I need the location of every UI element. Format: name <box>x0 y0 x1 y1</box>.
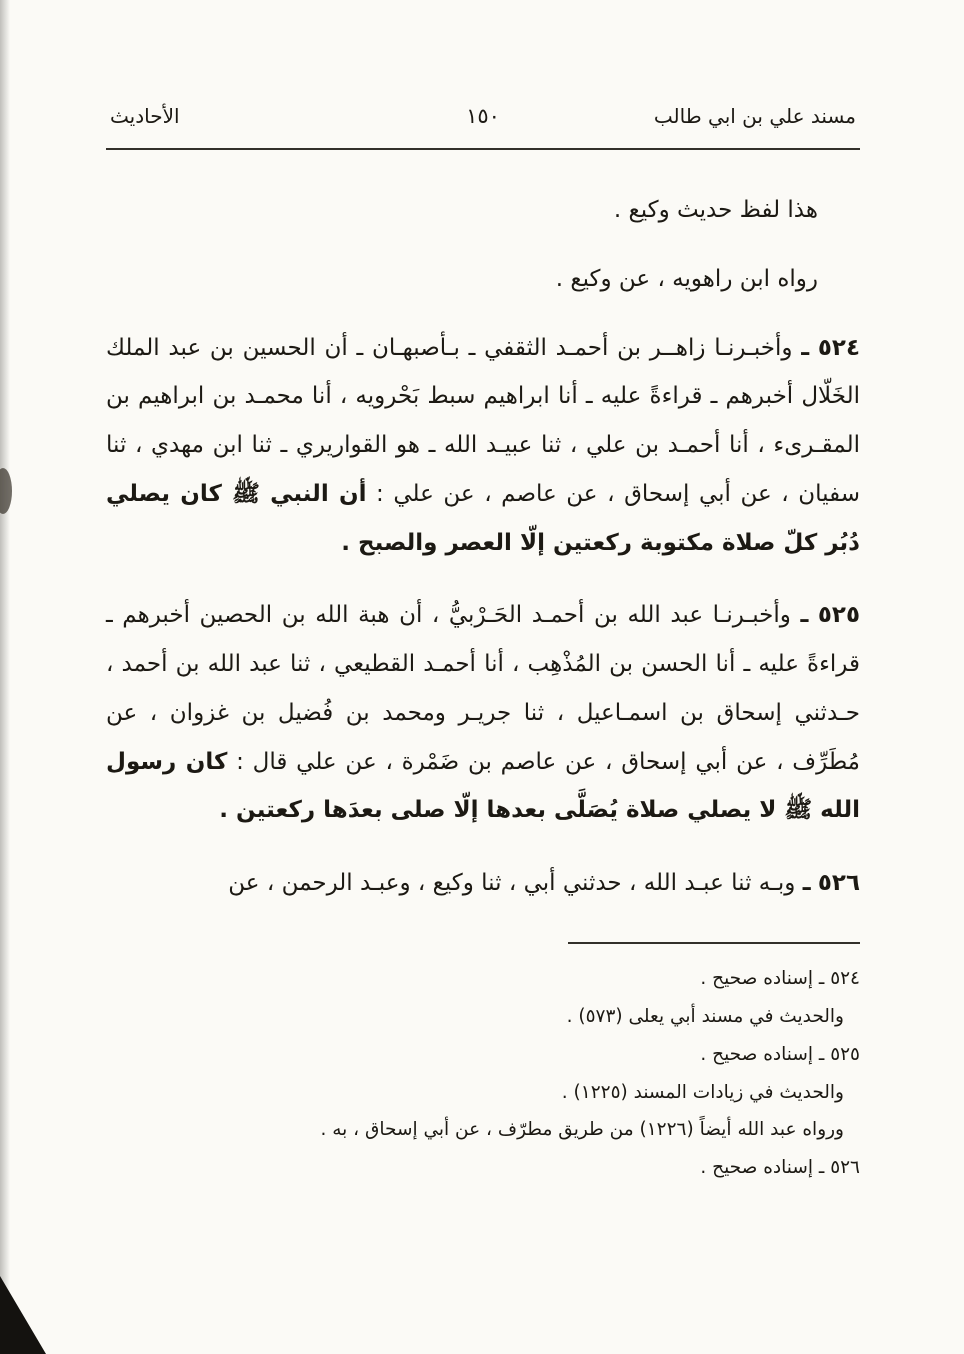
book-title: مسند علي بن ابي طالب <box>653 104 856 128</box>
page-header <box>106 104 860 150</box>
footnote-525-reference: والحديث في زيادات المسند (١٢٢٥) . <box>561 1081 844 1103</box>
footnote-525-grading: ٥٢٥ ـ إسناده صحيح . <box>700 1043 860 1065</box>
hadith-526-dash: ـ <box>802 870 811 896</box>
footnotes <box>106 942 860 1188</box>
hadith-525-isnad: وأخبـرنـا عبد الله بن أحمـد الحَـرْبيُّ ، أن هبة الله بن الحصين أخبرهم ـ قراءةً عليه ـ أنا الحسن بن المُذْهِب ، أنا أحمـد القطيعي ، ثنا عبد الله بن أحمد ، حـدثني إسحاق بن اسمـاعيل ، ثنا جريـر ومحمد بن فُضيل بن غزوان ، عن مُطَرِّف ، عن أبي إسحاق ، عن عاصم بن ضَمْرة ، عن علي قال : <box>106 602 861 775</box>
hadith-524 <box>106 324 860 568</box>
hadith-526 <box>106 859 860 908</box>
page-number: ١٥٠ <box>466 104 500 128</box>
footnote-525-extra-reference: ورواه عبد الله أيضاً (١٢٢٦) من طريق مطرّف ، عن أبي إسحاق ، به . <box>320 1119 844 1141</box>
paragraph-wording-note <box>106 186 860 235</box>
hadith-525-number: ٥٢٥ <box>817 602 860 629</box>
footnote-separator-rule <box>568 942 860 944</box>
hadith-525-dash: ـ <box>800 602 809 629</box>
footnote-526-grading: ٥٢٦ ـ إسناده صحيح . <box>700 1157 860 1179</box>
scan-corner-mark <box>0 1276 46 1354</box>
footnote-524-grading: ٥٢٤ ـ إسناده صحيح . <box>700 967 860 989</box>
hadith-526-number: ٥٢٦ <box>817 870 860 896</box>
page-content <box>106 104 860 1187</box>
body-text <box>106 186 860 908</box>
scan-edge-shadow <box>0 0 10 1354</box>
paragraph-narration-note-text: رواه ابن راهويه ، عن وكيع . <box>555 265 818 292</box>
hadith-524-number: ٥٢٤ <box>817 334 861 361</box>
section-title: الأحاديث <box>110 104 180 128</box>
hadith-525 <box>106 591 860 835</box>
paragraph-narration-note <box>106 255 860 304</box>
hadith-524-dash: ـ <box>801 334 810 361</box>
footnote-524-reference: والحديث في مسند أبي يعلى (٥٧٣) . <box>566 1005 844 1027</box>
hadith-525-matn: كان رسول الله ﷺ لا يصلي صلاة يُصَلَّى بعدها إلّا صلى بعدَها ركعتين . <box>106 748 860 824</box>
hadith-524-matn: أن النبي ﷺ كان يصلي دُبُر كلّ صلاة مكتوبة ركعتين إلّا العصر والصبح . <box>106 480 860 556</box>
paragraph-wording-note-text: هذا لفظ حديث وكيع . <box>613 197 818 223</box>
scan-ink-smudge <box>0 468 12 514</box>
hadith-524-isnad: وأخبـرنـا زاهــر بن أحمـد الثقفي ـ بـأصبهـان ـ أن الحسين بن عبد الملك الخَلّال أخبرهم ـ قراءةً عليه ـ أنا ابراهيم سبط بَحْرويه ، أنا محمـد بن ابراهيم بن المقـرىء ، أنا أحمـد بن علي ، ثنا عبيـد الله ـ هو القواريري ـ ثنا ابن مهدي ، ثنا سفيان ، عن أبي إسحاق ، عن عاصم ، عن علي : <box>106 334 861 507</box>
hadith-526-text: وبـه ثنا عبـد الله ، حدثني أبي ، ثنا وكيع ، وعبـد الرحمن ، عن <box>228 870 796 896</box>
